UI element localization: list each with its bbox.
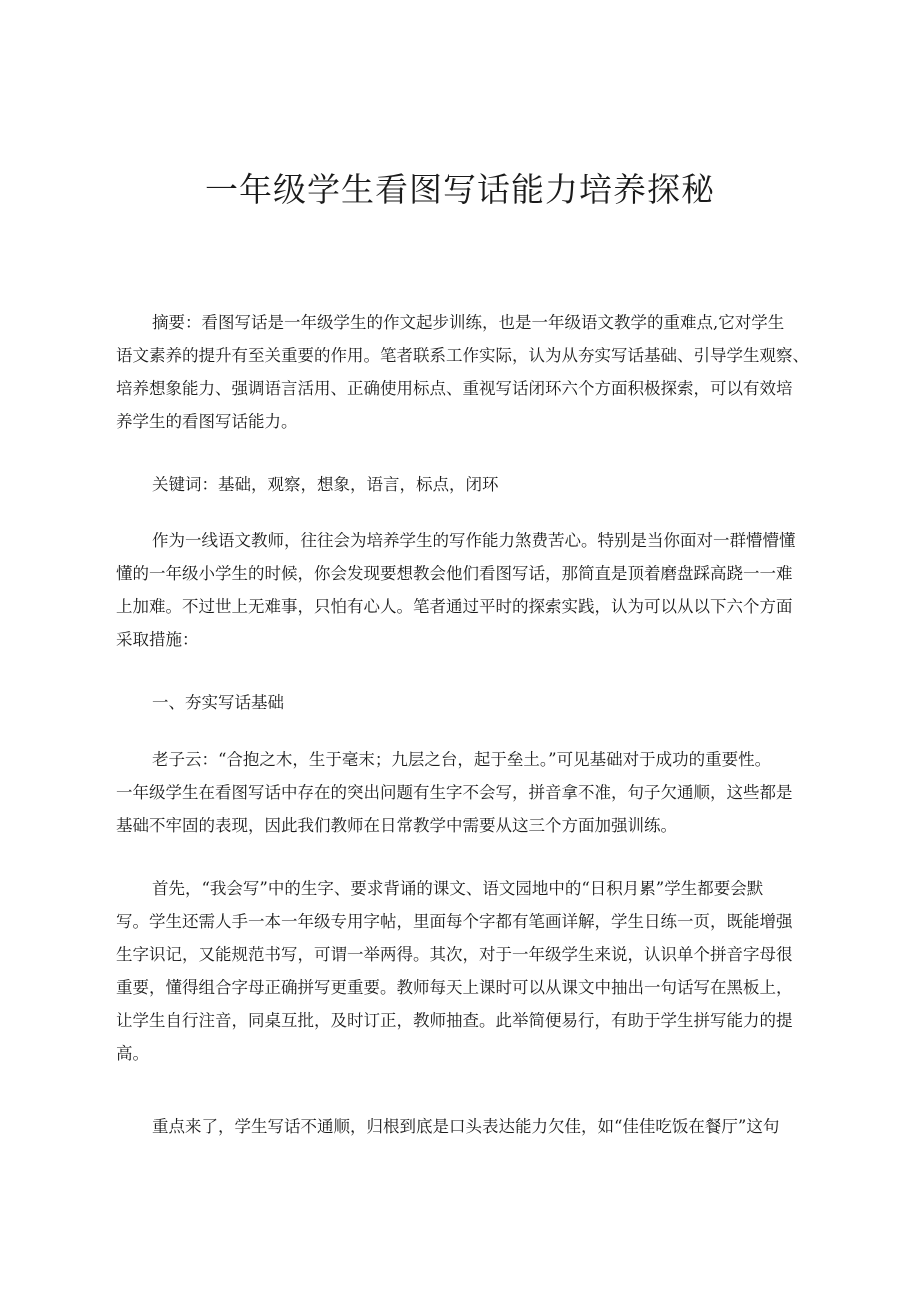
first-line: 重要，懂得组合字母正确拼写更重要。教师每天上课时可以从课文中抽出一句话写在黑板上， bbox=[116, 978, 793, 997]
intro-line: 作为一线语文教师，往往会为培养学生的写作能力煞费苦心。特别是当你面对一群懵懵懂 bbox=[152, 531, 796, 550]
document-title: 一年级学生看图写话能力培养探秘 bbox=[205, 170, 715, 209]
abstract-line: 培养想象能力、强调语言活用、正确使用标点、重视写话闭环六个方面积极探索，可以有效培 bbox=[116, 379, 793, 398]
intro-paragraph bbox=[116, 524, 816, 656]
abstract-line: 语文素养的提升有至关重要的作用。笔者联系工作实际，认为从夯实写话基础、引导学生观察、 bbox=[116, 346, 809, 365]
first-line: 首先，“我会写”中的生字、要求背诵的课文、语文园地中的“日积月累”学生都要会默 bbox=[152, 879, 764, 898]
first-line: 生字识记，又能规范书写，可谓一举两得。其次，对于一年级学生来说，认识单个拼音字母很 bbox=[116, 945, 793, 964]
section-heading-text: 一、夯实写话基础 bbox=[152, 693, 284, 712]
focus-line: 重点来了，学生写话不通顺，归根到底是口头表达能力欠佳，如“佳佳吃饭在餐厅”这句 bbox=[152, 1117, 780, 1136]
first-paragraph bbox=[116, 872, 816, 1070]
laozi-line: 一年级学生在看图写话中存在的突出问题有生字不会写，拼音拿不准，句子欠通顺，这些都是 bbox=[116, 783, 793, 802]
first-line: 写。学生还需人手一本一年级专用字帖，里面每个字都有笔画详解，学生日练一页，既能增强 bbox=[116, 912, 793, 931]
abstract-line: 养学生的看图写话能力。 bbox=[116, 412, 298, 431]
laozi-line: 老子云：“合抱之木，生于毫末；九层之台，起于垒土。”可见基础对于成功的重要性。 bbox=[152, 750, 772, 769]
intro-line: 懂的一年级小学生的时候，你会发现要想教会他们看图写话，那简直是顶着磨盘踩高跷一一难 bbox=[116, 564, 793, 583]
focus-paragraph bbox=[116, 1110, 816, 1143]
intro-line: 上加难。不过世上无难事，只怕有心人。笔者通过平时的探索实践，认为可以从以下六个方面 bbox=[116, 597, 793, 616]
laozi-line: 基础不牢固的表现，因此我们教师在日常教学中需要从这三个方面加强训练。 bbox=[116, 816, 677, 835]
laozi-paragraph bbox=[116, 743, 816, 842]
intro-line: 采取措施： bbox=[116, 630, 199, 649]
abstract-paragraph bbox=[116, 306, 816, 438]
abstract-line: 摘要：看图写话是一年级学生的作文起步训练，也是一年级语文教学的重难点,它对学生 bbox=[152, 313, 785, 332]
first-line: 让学生自行注音，同桌互批，及时订正，教师抽查。此举简便易行，有助于学生拼写能力的提 bbox=[116, 1011, 793, 1030]
keywords-line: 关键词：基础，观察，想象，语言，标点，闭环 bbox=[152, 475, 499, 494]
keywords-paragraph bbox=[116, 468, 816, 501]
first-line: 高。 bbox=[116, 1044, 149, 1063]
section-heading bbox=[116, 686, 816, 719]
